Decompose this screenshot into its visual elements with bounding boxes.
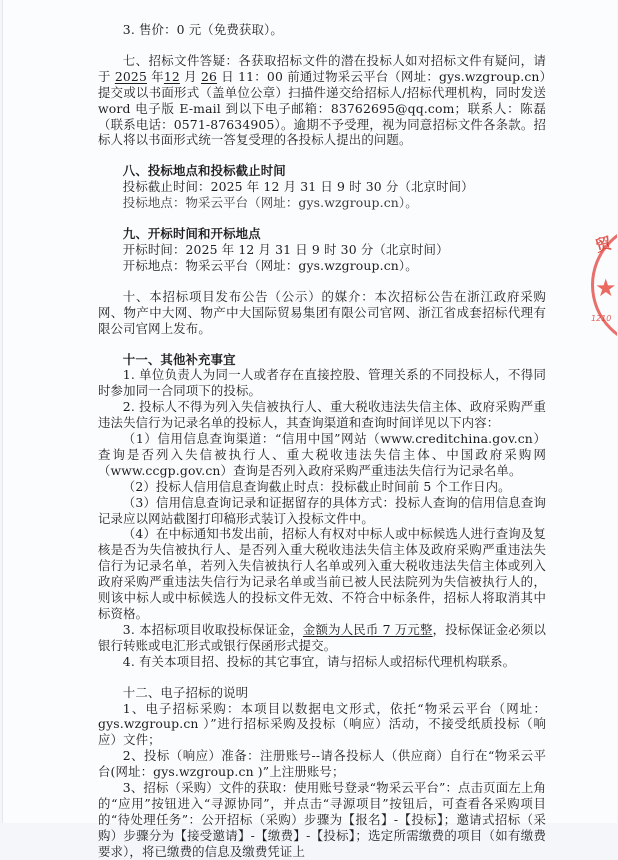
section-11-heading: 十一、其他补充事宜 — [122, 351, 236, 367]
section-11-item-4: 4. 有关本项目招、投标的其它事宜，请与招标人或招标代理机构联系。 — [122, 653, 516, 669]
qa-deadline-year: 2025 — [114, 68, 147, 84]
section-11-item-2-2: （2）投标人信用信息查询截止时点：投标截止时间前 5 个工作日内。 — [122, 478, 511, 494]
section-11-item-2: 2. 投标人不得为列入失信被执行人、重大税收违法失信主体、政府采购严重违法失信行为记录名单的投标人，其查询渠道和查询时间详见以下内容： — [98, 399, 546, 431]
section-11-item-2-3: （3）信用信息查询记录和证据留存的具体方式：投标人查询的信用信息查询记录应以网站截图打印稿形式装订入投标文件中。 — [98, 494, 546, 526]
section-9-heading: 九、开标时间和开标地点 — [122, 226, 261, 242]
seal-character: 贸 — [593, 233, 614, 256]
qa-deadline-month: 12 — [163, 68, 180, 84]
section-11-item-2-1: （1）信用信息查询渠道：“信用中国”网站（www.creditchina.gov.cn）查询是否列入失信被执行人、重大税收违法失信主体、中国政府采购网（www.ccgp.gov.cn）查询是否列入政府采购严重违法失信行为记录名单。 — [98, 431, 546, 478]
official-seal-stamp — [587, 222, 617, 342]
seal-star-icon: ★ — [595, 274, 617, 302]
section-8-heading: 八、投标地点和投标截止时间 — [122, 163, 286, 179]
section-12-item-2: 2、投标（响应）准备：注册账号--请各投标人（供应商）自行在“物采云平台(网址：gys.wzgroup.cn )”上注册账号； — [98, 748, 546, 780]
section-10-media: 十、本招标项目发布公告（公示）的媒介：本次招标公告在浙江政府采购网、物产中大网、物产中大国际贸易集团有限公司官网、浙江省成套招标代理有限公司官网上发布。 — [98, 288, 547, 336]
qa-deadline-day: 26 — [200, 68, 218, 84]
section-11-item-3: 3. 本招标项目收取投标保证金，金额为人民币 7 万元整，投标保证金必须以银行转账或电汇形式或银行保函形式提交。 — [98, 621, 546, 653]
section-12-item-1: 1、电子招标采购：本项目以数据电文形式，依托“物采云平台（网址：gys.wzgroup.cn ）”进行招标采购及投标（响应）活动，不接受纸质投标（响应）文件； — [98, 700, 546, 748]
section-7-qa: 七、招标文件答疑：各获取招标文件的潜在投标人如对招标文件有疑问，请于 2025 年12 月 26 日 11：00 前通过物采云平台（网址：gys.wzgroup.cn）提交或以书面形式（盖单位公章）扫描件递交给招标人/招标代理机构，同时发送 word 电子版 E-mail 到以下电子邮箱：83762695@qq.com；联系人：陈磊（联系电话：0571-87634905）。逾期不予受理，视为同意招标文件各条款。招标人将以书面形式统一答复受理的各投标人提出的问题。 — [98, 52, 546, 148]
section-12-heading: 十二、电子招标的说明 — [122, 684, 249, 700]
section-11-item-2-4: （4）在中标通知书发出前，招标人有权对中标人或中标候选人进行查询及复核是否为失信被执行人、是否列入重大税收违法失信主体及政府采购严重违法失信行为记录名单，若列入失信被执行人名单或列入重大税收违法失信主体或列入政府采购严重违法失信行为记录名单或当前已被人民法院列为失信被执行人的，则该中标人或中标候选人的投标文件无效、不符合中标条件，招标人将取消其中标资格。 — [98, 526, 546, 621]
section-12-item-3: 3、招标（采购）文件的获取：使用账号登录“物采云平台”：点击页面左上角的“应用”按钮进入“寻源协同”，并点击“寻源项目”按钮后，可查看各采购项目的“待处理任务”：公开招标（采购）步骤为【报名】-【投标】；邀请式招标（采购）步骤分为【接受邀请】-【缴费】-【投标】；选定所需缴费的项目（如有缴费要求），将已缴费的信息及缴费凭证上 — [98, 780, 546, 859]
section-10-lead: 十、本招标项目发布公告（公示）的媒介： — [122, 288, 375, 304]
bid-bond-amount: 金额为人民币 7 万元整 — [302, 621, 433, 637]
bid-deadline: 投标截止时间：2025 年 12 月 31 日 9 时 30 分（北京时间） — [122, 179, 474, 195]
price-line: 3. 售价：0 元（免费获取）。 — [122, 22, 283, 37]
opening-location: 开标地点：物采云平台（网址：gys.wzgroup.cn）。 — [122, 257, 418, 273]
bid-location: 投标地点：物采云平台（网址：gys.wzgroup.cn）。 — [122, 195, 418, 211]
document-body — [98, 22, 546, 860]
section-11-item-1: 1. 单位负责人为同一人或者存在直接控股、管理关系的不同投标人，不得同时参加同一合同项下的投标。 — [98, 367, 546, 399]
document-page — [2, 0, 617, 859]
section-7-lead: 七、招标文件答疑： — [122, 52, 239, 68]
opening-time: 开标时间：2025 年 12 月 31 日 9 时 30 分（北京时间） — [122, 241, 449, 257]
seal-number: 1210 — [591, 314, 612, 323]
